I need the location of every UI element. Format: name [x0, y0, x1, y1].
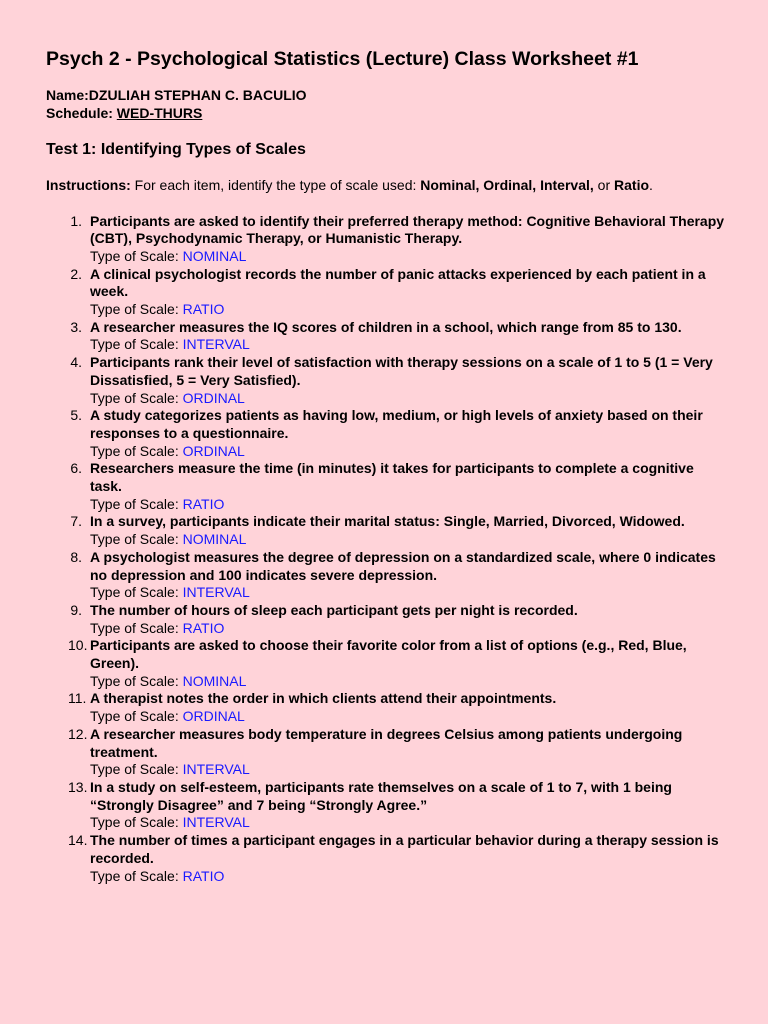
answer-line	[90, 584, 728, 602]
instructions-text: For each item, identify the type of scale used:	[134, 177, 417, 193]
list-item	[46, 602, 728, 637]
answer-value: RATIO	[182, 301, 225, 318]
instructions-end: .	[649, 177, 653, 193]
question-text: Participants are asked to identify their preferred therapy method: Cognitive Behavioral Therapy (CBT), Psychodynamic Therapy, or Humanistic Therapy.	[90, 212, 725, 247]
answer-label: Type of Scale:	[90, 442, 179, 459]
name-label: Name:	[46, 87, 89, 103]
question-text: The number of times a participant engages in a particular behavior during a therapy session is recorded.	[90, 832, 719, 866]
answer-value: INTERVAL	[182, 336, 250, 353]
item-number: 14.	[68, 832, 88, 849]
answer-label: Type of Scale:	[90, 495, 179, 512]
answer-line	[90, 496, 728, 514]
answer-value: ORDINAL	[182, 389, 245, 406]
answer-line	[90, 673, 728, 691]
item-number: 8.	[70, 548, 82, 565]
answer-line	[90, 248, 728, 266]
item-number: 1.	[70, 212, 82, 229]
question-text: A researcher measures body temperature in degrees Celsius among patients undergoing treatment.	[90, 725, 683, 760]
answer-value: ORDINAL	[182, 708, 245, 725]
instructions	[46, 177, 728, 195]
item-number: 9.	[70, 601, 82, 618]
name-line	[46, 87, 728, 105]
list-item	[46, 832, 728, 885]
option-nominal: Nominal,	[420, 177, 480, 193]
answer-label: Type of Scale:	[90, 531, 179, 548]
schedule-label: Schedule:	[46, 104, 113, 121]
section-title: Test 1: Identifying Types of Scales	[46, 141, 306, 158]
answer-label: Type of Scale:	[90, 336, 179, 353]
item-number: 12.	[68, 725, 88, 742]
answer-label: Type of Scale:	[90, 301, 179, 318]
schedule-line	[46, 105, 728, 123]
item-number: 3.	[70, 318, 82, 335]
list-item	[46, 266, 728, 319]
item-number: 13.	[68, 779, 88, 795]
answer-value: INTERVAL	[182, 761, 250, 778]
option-interval: Interval,	[540, 177, 594, 193]
answer-line	[90, 443, 728, 461]
item-number: 2.	[70, 265, 82, 282]
list-item	[46, 213, 728, 266]
answer-value: INTERVAL	[182, 814, 250, 831]
question-text: The number of hours of sleep each participant gets per night is recorded.	[90, 601, 578, 618]
list-item	[46, 726, 728, 779]
name-value: DZULIAH STEPHAN C. BACULIO	[88, 87, 307, 103]
item-number: 6.	[70, 460, 82, 477]
question-text: Participants rank their level of satisfaction with therapy sessions on a scale of 1 to 5 (1 = Very Dissatisfied, 5 = Very Satisfied).	[90, 354, 713, 388]
list-item	[46, 354, 728, 407]
instructions-label: Instructions:	[46, 177, 131, 193]
answer-line	[90, 761, 728, 779]
answer-value: ORDINAL	[182, 442, 245, 459]
question-list	[46, 213, 728, 886]
question-text: A clinical psychologist records the number of panic attacks experienced by each patient in a week.	[90, 265, 706, 300]
answer-value: NOMINAL	[182, 531, 247, 548]
list-item	[46, 407, 728, 460]
list-item	[46, 319, 728, 354]
list-item	[46, 549, 728, 602]
answer-label: Type of Scale:	[90, 761, 179, 778]
item-number: 10.	[68, 637, 88, 654]
answer-value: RATIO	[182, 867, 225, 884]
student-info	[46, 87, 728, 122]
question-text: Participants are asked to choose their favorite color from a list of options (e.g., Red, Blue, Green).	[90, 637, 687, 672]
question-text: A psychologist measures the degree of depression on a standardized scale, where 0 indicates no depression and 100 indicates severe depression.	[90, 548, 716, 583]
answer-value: RATIO	[182, 495, 225, 512]
answer-label: Type of Scale:	[90, 584, 179, 601]
answer-line	[90, 708, 728, 726]
answer-label: Type of Scale:	[90, 619, 179, 636]
question-text: A researcher measures the IQ scores of children in a school, which range from 85 to 130.	[90, 318, 682, 335]
answer-line	[90, 301, 728, 319]
list-item	[46, 779, 728, 832]
question-text: In a study on self-esteem, participants rate themselves on a scale of 1 to 7, with 1 being “Strongly Disagree” and 7 being “Strongly Agree.”	[90, 779, 672, 813]
question-text: A study categorizes patients as having low, medium, or high levels of anxiety based on their responses to a questionnaire.	[90, 407, 703, 441]
answer-value: INTERVAL	[182, 584, 250, 601]
answer-label: Type of Scale:	[90, 708, 179, 725]
list-item	[46, 637, 728, 690]
answer-label: Type of Scale:	[90, 814, 179, 831]
answer-line	[90, 868, 728, 886]
answer-line	[90, 531, 728, 549]
option-ordinal: Ordinal,	[483, 177, 537, 193]
question-text: Researchers measure the time (in minutes) it takes for participants to complete a cognitive task.	[90, 460, 694, 495]
answer-line	[90, 620, 728, 638]
answer-line	[90, 814, 728, 832]
answer-line	[90, 336, 728, 354]
item-number: 7.	[70, 513, 82, 530]
answer-line	[90, 390, 728, 408]
question-text: In a survey, participants indicate their marital status: Single, Married, Divorced, Widowed.	[90, 513, 685, 530]
item-number: 11.	[68, 690, 87, 707]
list-item	[46, 513, 728, 548]
answer-label: Type of Scale:	[90, 389, 179, 406]
document-title: Psych 2 - Psychological Statistics (Lecture) Class Worksheet #1	[46, 48, 639, 70]
answer-label: Type of Scale:	[90, 867, 179, 884]
item-number: 4.	[70, 354, 82, 371]
answer-value: RATIO	[182, 619, 225, 636]
list-item	[46, 690, 728, 725]
question-text: A therapist notes the order in which clients attend their appointments.	[90, 690, 557, 707]
answer-value: NOMINAL	[182, 672, 247, 689]
answer-label: Type of Scale:	[90, 672, 179, 689]
list-item	[46, 460, 728, 513]
option-ratio: Ratio	[614, 177, 650, 193]
item-number: 5.	[70, 407, 82, 424]
schedule-value: WED-THURS	[116, 104, 203, 121]
instructions-or: or	[597, 177, 611, 193]
answer-label: Type of Scale:	[90, 247, 179, 264]
answer-value: NOMINAL	[182, 247, 247, 264]
